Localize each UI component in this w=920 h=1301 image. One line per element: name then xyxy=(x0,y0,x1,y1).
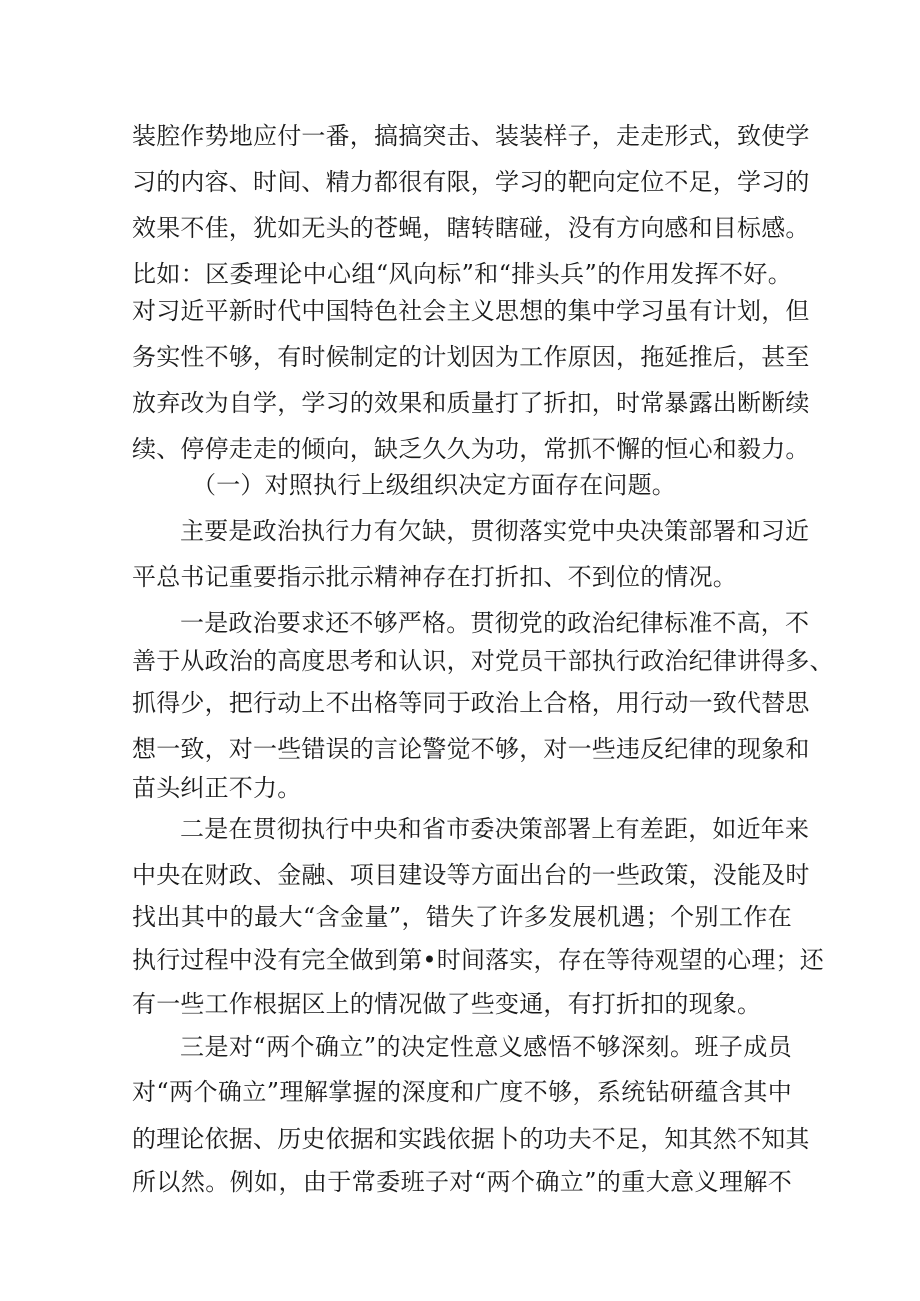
text-line: 平总书记重要指示批示精神存在打折扣、不到位的情况。 xyxy=(132,563,737,591)
text-line: 找出其中的最大“含金量”，错失了许多发展机遇；个别工作在 xyxy=(132,903,792,931)
text-line: 所以然。例如，由于常委班子对“两个确立”的重大意义理解不 xyxy=(132,1168,792,1196)
paragraph-first-line: 三是对“两个确立”的决定性意义感悟不够深刻。班子成员 xyxy=(180,1033,792,1061)
text-line: 对习近平新时代中国特色社会主义思想的集中学习虽有计划，但 xyxy=(132,297,810,325)
section-heading: （一）对照执行上级组织决定方面存在问题。 xyxy=(192,471,676,499)
text-line: 续、停停走走的倾向，缺乏久久为功，常抓不懈的恒心和毅力。 xyxy=(132,435,810,463)
text-line: 务实性不够，有时候制定的计划因为工作原因，拖延推后，甚至 xyxy=(132,343,810,371)
text-line: 苗头纠正不力。 xyxy=(132,774,302,802)
text-line: 抓得少，把行动上不出格等同于政治上合格，用行动一致代替思 xyxy=(132,689,810,717)
text-line: 放弃改为自学，学习的效果和质量打了折扣，时常暴露出断断续 xyxy=(132,389,810,417)
text-line: 比如：区委理论中心组“风向标”和“排头兵”的作用发挥不好。 xyxy=(132,260,792,288)
text-line: 想一致，对一些错误的言论警觉不够，对一些违反纪律的现象和 xyxy=(132,735,810,763)
text-line: 有一些工作根据区上的情况做了些变通，有打折扣的现象。 xyxy=(132,990,762,1018)
text-line: 效果不佳，犹如无头的苍蝇，瞎转瞎碰，没有方向感和目标感。 xyxy=(132,214,810,242)
text-line: 对“两个确立”理解掌握的深度和广度不够，系统钻研蕴含其中 xyxy=(132,1078,792,1106)
text-line: 的理论依据、历史依据和实践依据卜的功夫不足，知其然不知其 xyxy=(132,1125,810,1153)
paragraph-first-line: 主要是政治执行力有欠缺，贯彻落实党中央决策部署和习近 xyxy=(180,517,810,545)
text-line: 装腔作势地应付一番，搞搞突击、装装样子，走走形式，致使学 xyxy=(132,122,810,150)
text-line: 中央在财政、金融、项目建设等方面出台的一些政策，没能及时 xyxy=(132,861,810,889)
text-line: 习的内容、时间、精力都很有限，学习的靶向定位不足，学习的 xyxy=(132,168,810,196)
text-line: 执行过程中没有完全做到第•时间落实，存在等待观望的心理；还 xyxy=(132,946,824,974)
paragraph-first-line: 二是在贯彻执行中央和省市委决策部署上有差距，如近年来 xyxy=(180,815,810,843)
text-line: 善于从政治的高度思考和认识，对党员干部执行政治纪律讲得多、 xyxy=(132,647,834,675)
paragraph-first-line: 一是政治要求还不够严格。贯彻党的政治纪律标准不高，不 xyxy=(180,609,810,637)
